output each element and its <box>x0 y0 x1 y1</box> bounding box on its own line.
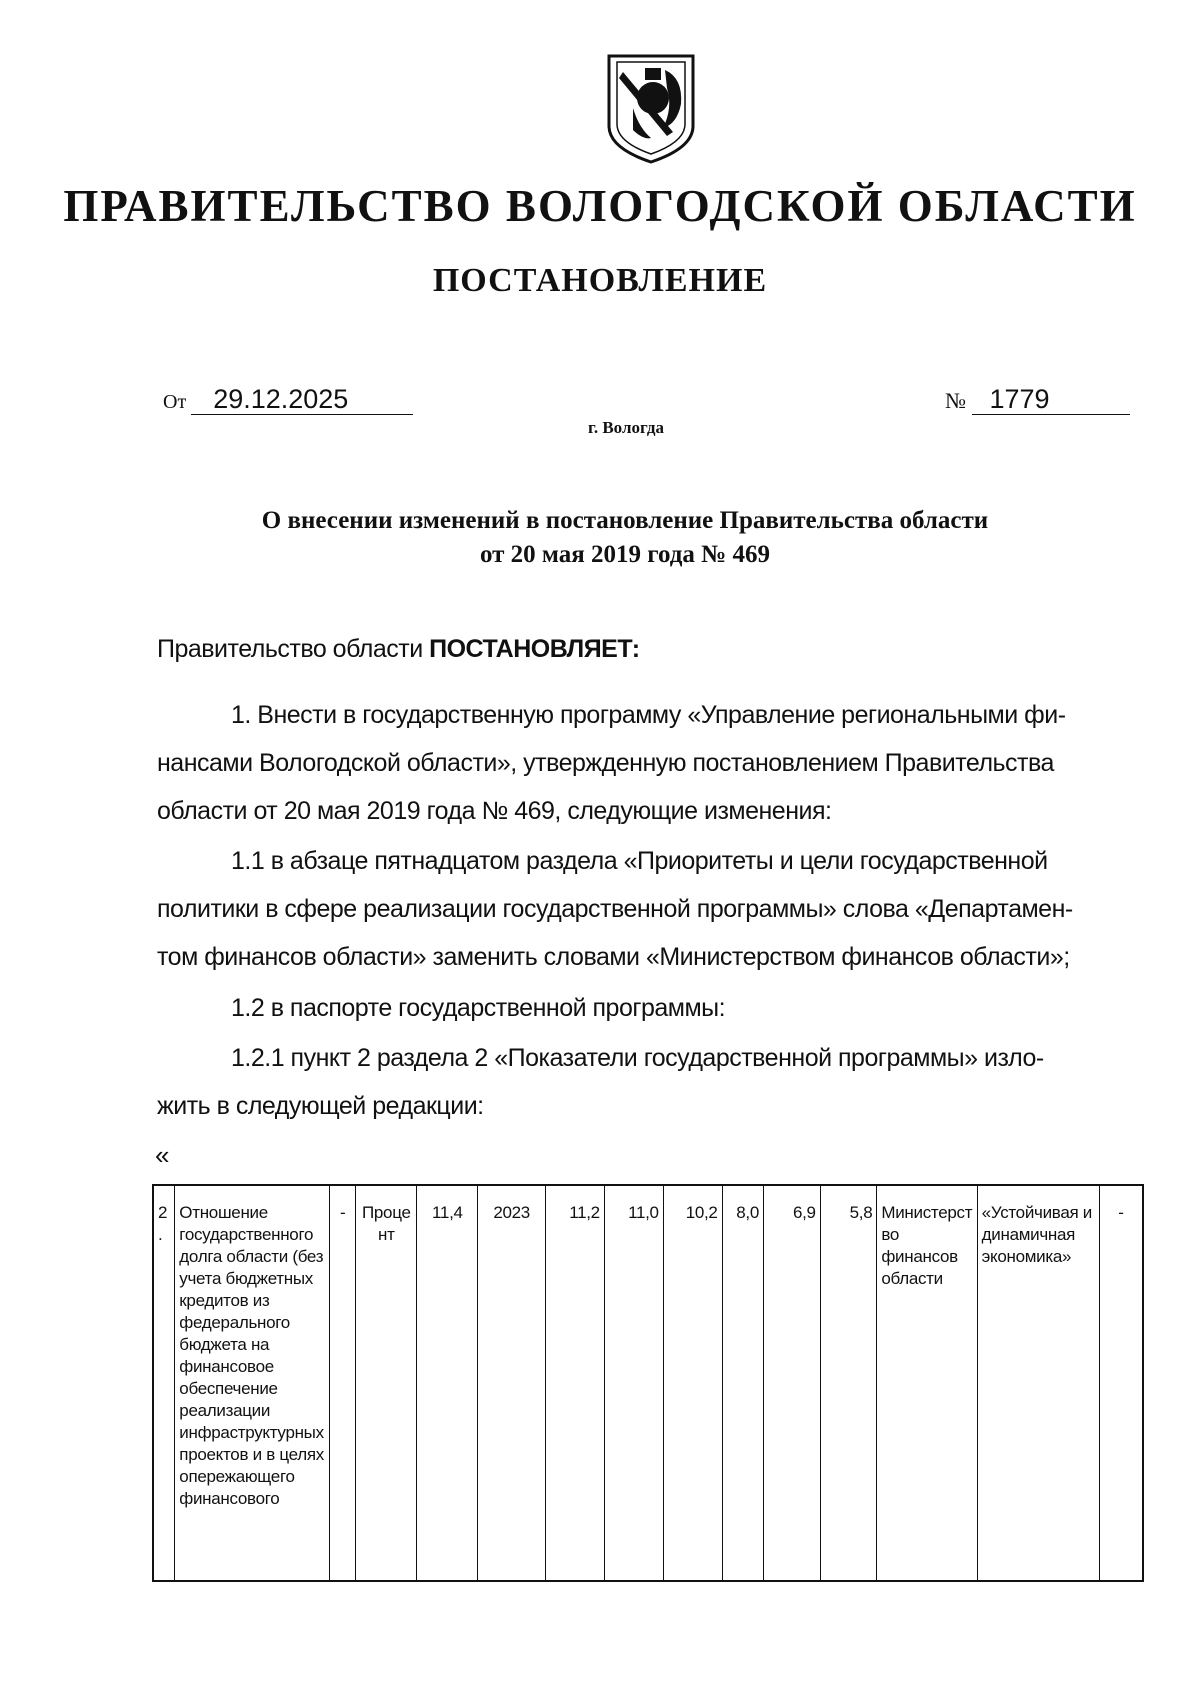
text-line: политики в сфере реализации государственной программы» слова «Департамен- <box>157 895 1073 923</box>
cell-value-4: 8,0 <box>722 1185 763 1581</box>
cell-value-6: 5,8 <box>820 1185 877 1581</box>
text-line: 1.2 в паспорте государственной программы: <box>231 994 726 1022</box>
cell-unit: Процент <box>356 1185 417 1581</box>
cell-value-5: 6,9 <box>764 1185 821 1581</box>
indicators-table <box>152 1184 1144 1582</box>
cell-value-3: 10,2 <box>663 1185 722 1581</box>
table-row <box>153 1185 1143 1581</box>
intro-resolution: ПОСТАНОВЛЯЕТ: <box>429 635 640 663</box>
text-line: 1. Внести в государственную программу «Управление региональными фи- <box>231 701 1066 729</box>
document-subject <box>0 504 1200 572</box>
number-value: 1779 <box>972 384 1130 415</box>
intro-paragraph <box>157 634 1143 664</box>
text-line: 1.2.1 пункт 2 раздела 2 «Показатели государственной программы» изло- <box>231 1044 1044 1072</box>
text-line: нансами Вологодской области», утвержденную постановлением Правительства <box>157 749 1054 777</box>
text-line: жить в следующей редакции: <box>157 1092 484 1120</box>
opening-quote: « <box>155 1140 170 1170</box>
date-value: 29.12.2025 <box>191 384 413 415</box>
city: г. Вологда <box>588 418 664 437</box>
date-block <box>163 384 413 415</box>
number-prefix: № <box>945 388 966 413</box>
cell-value-2: 11,0 <box>604 1185 663 1581</box>
cell-indicator: Отношение государственного долга области (без учета бюджетных кредитов из федерального бюджета на финансовое обеспечение реализации инфраструктурных проектов и в целях опережающего финансового <box>175 1185 330 1581</box>
text-line: 1.1 в абзаце пятнадцатом раздела «Приоритеты и цели государственной <box>231 847 1048 875</box>
government-title: ПРАВИТЕЛЬСТВО ВОЛОГОДСКОЙ ОБЛАСТИ <box>63 181 1137 231</box>
cell-responsible: Министерство финансов области <box>877 1185 977 1581</box>
intro-prefix: Правительство области <box>157 635 430 663</box>
cell-level: - <box>330 1185 356 1581</box>
text-line: области от 20 мая 2019 года № 469, следующие изменения: <box>157 797 832 825</box>
paragraph-1-2 <box>157 993 1143 1041</box>
document-type: ПОСТАНОВЛЕНИЕ <box>432 262 768 299</box>
subject-line: от 20 мая 2019 года № 469 <box>479 541 771 568</box>
date-prefix: От <box>163 391 187 413</box>
cell-value-1: 11,2 <box>545 1185 604 1581</box>
subject-line: О внесении изменений в постановление Правительства области <box>261 507 989 534</box>
text-line: том финансов области» заменить словами «Министерством финансов области»; <box>157 943 1070 971</box>
cell-base-value: 11,4 <box>417 1185 478 1581</box>
cell-number: 2. <box>153 1185 175 1581</box>
number-block <box>945 384 1130 415</box>
paragraph-1-1 <box>157 846 1143 990</box>
cell-base-year: 2023 <box>478 1185 546 1581</box>
paragraph-1-2-1 <box>157 1043 1143 1139</box>
coat-of-arms-icon <box>603 48 699 166</box>
cell-national-goal: «Устойчивая и динамичная экономика» <box>977 1185 1099 1581</box>
paragraph-1 <box>157 700 1143 844</box>
cell-info-system: - <box>1099 1185 1143 1581</box>
